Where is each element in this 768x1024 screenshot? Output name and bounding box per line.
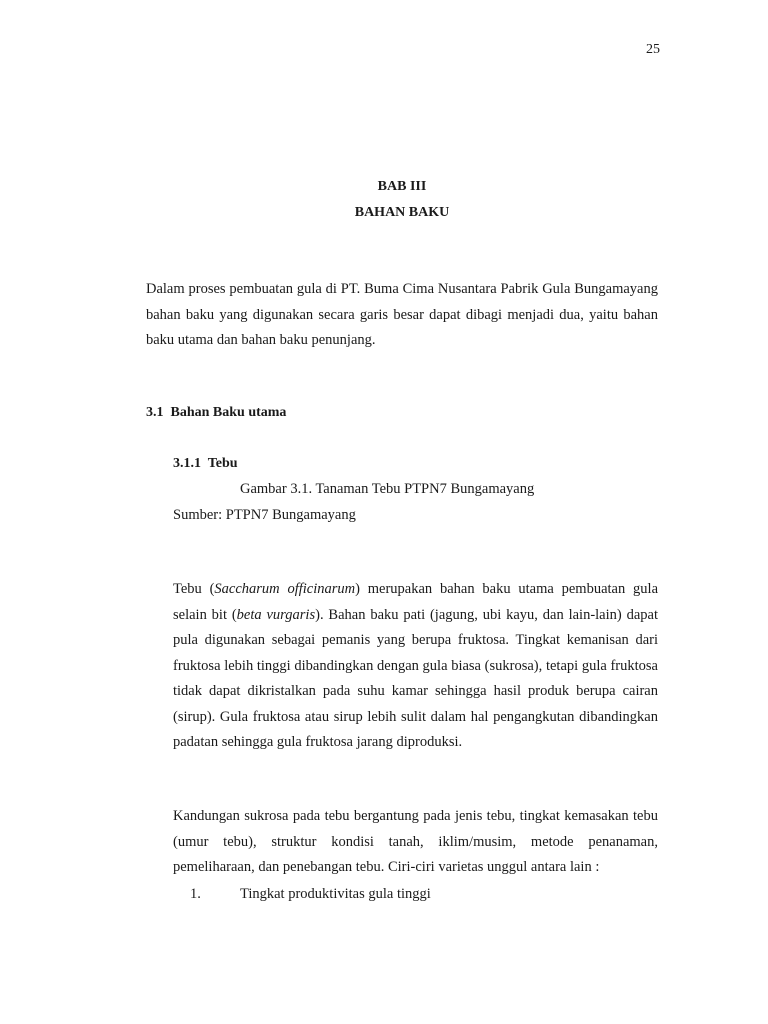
chapter-number: BAB III [377,179,427,194]
figure-caption: Gambar 3.1. Tanaman Tebu PTPN7 Bungamayang [240,481,535,497]
list-item-number: 1. [190,886,201,902]
page-number: 25 [646,42,660,57]
subsection-heading: 3.1.1 Tebu [173,456,238,471]
species-name: Saccharum officinarum [214,581,356,597]
beet-name: beta vurgaris [236,606,316,623]
tebu-text-part2: ) merupakan bahan baku utama pembuatan gula selain bit ( [173,581,658,623]
tebu-text-part1: Tebu ( [173,581,215,597]
chapter-title: BAHAN BAKU [354,205,450,220]
list-item [190,882,431,906]
characteristics-list [190,882,431,906]
kandungan-paragraph: Kandungan sukrosa pada tebu bergantung pada jenis tebu, tingkat kemasakan tebu (umur tebu), struktur kondisi tanah, iklim/musim, metode penanaman, pemeliharaan, dan penebangan tebu. Ciri-ciri varietas unggul antara lain : [173,808,658,875]
section-heading: 3.1 Bahan Baku utama [146,405,287,420]
tebu-text-part3: ). Bahan baku pati (jagung, ubi kayu, dan lain-lain) dapat pula digunakan sebagai pemanis yang berupa fruktosa. Tingkat kemanisan dari fruktosa lebih tinggi dibandingkan dengan gula biasa (sukrosa), tetapi gula fruktosa tidak dapat dikristalkan pada suhu kamar sehingga hasil produk berupa cairan (sirup). Gula fruktosa atau sirup lebih sulit dalam hal pengangkutan dibandingkan padatan sehingga gula fruktosa jarang diproduksi. [173,606,658,750]
list-item-text: Tingkat produktivitas gula tinggi [240,886,431,902]
figure-source: Sumber: PTPN7 Bungamayang [173,507,356,523]
tebu-paragraph [173,577,658,756]
intro-paragraph: Dalam proses pembuatan gula di PT. Buma Cima Nusantara Pabrik Gula Bungamayang bahan baku yang digunakan secara garis besar dapat dibagi menjadi dua, yaitu bahan baku utama dan bahan baku penunjang. [146,281,658,348]
